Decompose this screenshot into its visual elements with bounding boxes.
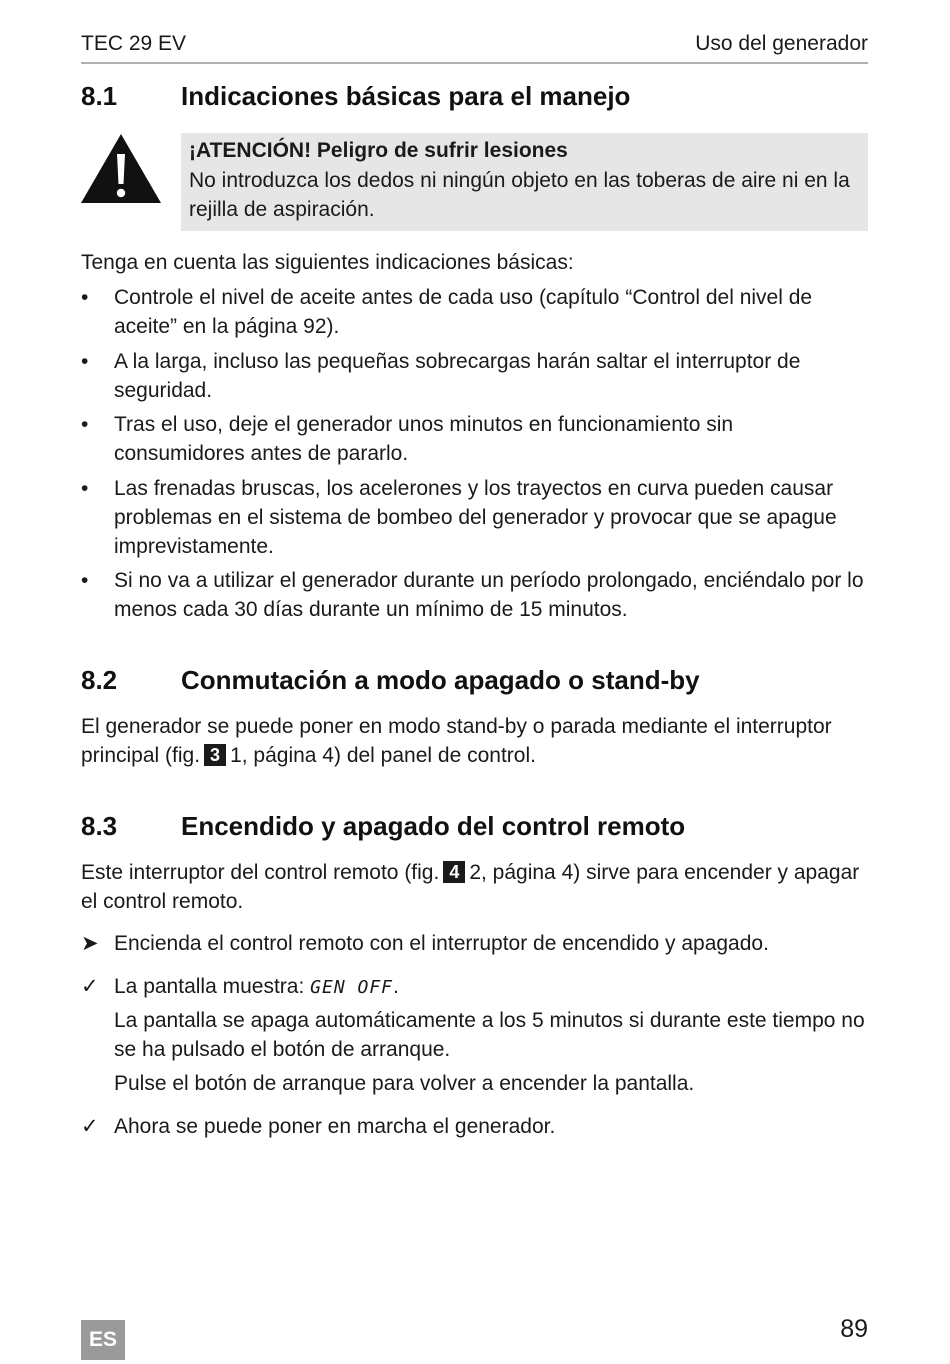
arrow-icon: ➤: [81, 932, 99, 955]
section-heading-8-3: [81, 810, 685, 842]
note-text: Pulse el botón de arranque para volver a encender la pantalla.: [114, 1072, 695, 1095]
checkmark-icon: ✓: [81, 975, 99, 998]
page-header: [81, 30, 868, 64]
language-badge: ES: [81, 1320, 125, 1360]
figure-reference-badge: 4: [443, 861, 465, 883]
bullet: •: [81, 286, 89, 309]
result-prefix: La pantalla muestra:: [114, 975, 305, 998]
bullet: •: [81, 477, 89, 500]
section-number: 8.1: [81, 81, 118, 111]
section-heading-8-2: [81, 664, 700, 696]
paragraph-text: 2, página 4) sirve para encender y apagar el control remoto.: [81, 861, 860, 913]
remote-paragraph: [81, 858, 868, 916]
section-heading-8-1: [81, 80, 630, 112]
list-item-text: Controle el nivel de aceite antes de cada uso (capítulo “Control del nivel de aceite” en la página 92).: [114, 286, 813, 338]
figure-reference-badge: 3: [204, 744, 226, 766]
warning-box: [181, 133, 868, 231]
result-text: [114, 972, 868, 1002]
paragraph-text: 1, página 4) del panel de control.: [230, 744, 536, 767]
section-title: Encendido y apagado del control remoto: [181, 811, 686, 841]
section-number: 8.3: [81, 811, 118, 841]
note-text: La pantalla se apaga automáticamente a los 5 minutos si durante este tiempo no se ha pulsado el botón de arranque.: [114, 1009, 865, 1061]
list-item-text: Si no va a utilizar el generador durante un período prolongado, enciéndalo por lo menos cada 30 días durante un mínimo de 15 minutos.: [114, 569, 864, 621]
list-item-text: A la larga, incluso las pequeñas sobrecargas harán saltar el interruptor de seguridad.: [114, 350, 801, 402]
section-title: Indicaciones básicas para el manejo: [181, 81, 631, 111]
manual-model: TEC 29 EV: [81, 32, 187, 55]
result-suffix: .: [393, 975, 399, 998]
list-item-text: Tras el uso, deje el generador unos minutos en funcionamiento sin consumidores antes de pararlo.: [114, 413, 734, 465]
bullet: •: [81, 413, 89, 436]
step-text: Encienda el control remoto con el interruptor de encendido y apagado.: [114, 932, 769, 955]
paragraph-text: Este interruptor del control remoto (fig.: [81, 861, 440, 884]
section-title: Conmutación a modo apagado o stand-by: [181, 665, 700, 695]
standby-paragraph: [81, 712, 868, 770]
page-number: 89: [840, 1315, 868, 1343]
result-text: Ahora se puede poner en marcha el generador.: [114, 1115, 556, 1138]
warning-text: No introduzca los dedos ni ningún objeto en las toberas de aire ni en la rejilla de aspiración.: [189, 169, 850, 221]
warning-triangle-icon: [80, 132, 162, 204]
lcd-display-text: GEN OFF: [310, 977, 393, 998]
bullet: •: [81, 350, 89, 373]
chapter-title: Uso del generador: [695, 32, 868, 55]
paragraph-text: El generador se puede poner en modo stand-by o parada mediante el interruptor principal (fig.: [81, 715, 832, 767]
intro-paragraph: Tenga en cuenta las siguientes indicaciones básicas:: [81, 251, 574, 274]
checkmark-icon: ✓: [81, 1115, 99, 1138]
bullet: •: [81, 569, 89, 592]
list-item-text: Las frenadas bruscas, los acelerones y los trayectos en curva pueden causar problemas en el sistema de bombeo del generador y provocar que se apague imprevistamente.: [114, 477, 837, 558]
section-number: 8.2: [81, 665, 118, 695]
warning-title: ¡ATENCIÓN! Peligro de sufrir lesiones: [189, 139, 568, 162]
